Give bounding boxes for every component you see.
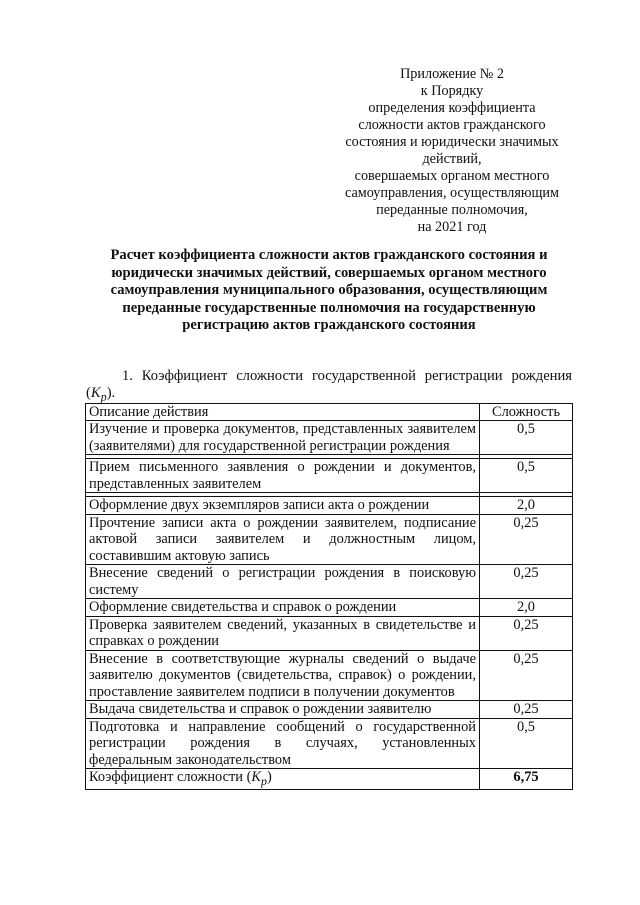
row-complexity: 0,25 [480,514,573,565]
appendix-header [322,66,582,236]
row-complexity: 0,5 [480,459,573,493]
coefficient-symbol-sub: р [100,389,107,404]
table-row [86,701,573,719]
table-row [86,459,573,493]
total-coefficient-symbol: K [251,769,261,785]
total-label-end: ) [266,769,272,785]
table-header-row [86,404,573,421]
section-heading-symbol: $(K_р)$. [86,385,116,404]
row-description: Проверка заявителем сведений, указанных в свидетельстве и справках о рождении [86,616,480,650]
row-description: Выдача свидетельства и справок о рождении заявителю [86,701,480,719]
row-description: Оформление свидетельства и справок о рождении [86,599,480,617]
document-title [84,247,574,335]
appendix-line: на 2021 год [417,219,487,235]
row-complexity: 2,0 [480,599,573,617]
title-line: самоуправления муниципального образования, осуществляющим [110,282,548,298]
appendix-line: действий, [422,151,482,167]
appendix-line: сложности актов гражданского [358,117,546,133]
section-heading-line: 1. Коэффициент сложности государственной регистрации рождения [122,368,572,384]
appendix-line: самоуправления, осуществляющим [344,185,559,201]
total-label-text: Коэффициент сложности ( [89,769,252,785]
table-row [86,718,573,769]
row-complexity: 0,25 [480,565,573,599]
title-line: переданные государственные полномочия на государственную [122,299,536,316]
section-heading-suffix: ). [106,385,116,401]
total-value: 6,75 [480,769,573,790]
appendix-line: совершаемых органом местного [354,168,550,184]
header-description: Описание действия [86,404,480,421]
complexity-table [85,403,573,790]
title-line: регистрацию актов гражданского состояния [182,317,476,333]
row-description: Подготовка и направление сообщений о государственной регистрации рождения в случаях, установленных федеральным законодательством [86,718,480,769]
table-row [86,650,573,701]
row-complexity: 0,5 [480,421,573,455]
total-label [86,769,480,790]
section-heading [86,368,572,406]
row-complexity: 0,5 [480,718,573,769]
row-description: Внесение в соответствующие журналы сведений о выдаче заявителю документов (свидетельства, справок) о рождении, проставление заявителем подписи в получении документов [86,650,480,701]
row-description: Изучение и проверка документов, представленных заявителем (заявителями) для государственной регистрации рождения [86,421,480,455]
appendix-line: переданные полномочия, [376,202,528,218]
total-coefficient-symbol-sub: р [260,773,267,788]
table-row [86,514,573,565]
appendix-line: к Порядку [420,83,484,99]
row-description: Внесение сведений о регистрации рождения в поисковую систему [86,565,480,599]
table-row [86,616,573,650]
row-complexity: 0,25 [480,616,573,650]
title-line: юридически значимых действий, совершаемых органом местного [111,264,547,281]
row-complexity: 2,0 [480,497,573,515]
table-row [86,599,573,617]
table-row [86,421,573,455]
appendix-line: определения коэффициента [368,100,536,116]
header-complexity: Сложность [480,404,573,421]
table-row [86,565,573,599]
row-description: Оформление двух экземпляров записи акта о рождении [86,497,480,515]
row-complexity: 0,25 [480,701,573,719]
appendix-line: Приложение № 2 [400,66,504,82]
appendix-line: состояния и юридически значимых [345,134,559,150]
table-total-row [86,769,573,790]
coefficient-symbol: K [90,385,101,401]
row-complexity: 0,25 [480,650,573,701]
title-line: Расчет коэффициента сложности актов гражданского состояния и [110,247,548,263]
table-row [86,497,573,515]
row-description: Прочтение записи акта о рождении заявителем, подписание актовой записи заявителем и должностным лицом, составившим актовую запись [86,514,480,565]
row-description: Прием письменного заявления о рождении и документов, представленных заявителем [86,459,480,493]
